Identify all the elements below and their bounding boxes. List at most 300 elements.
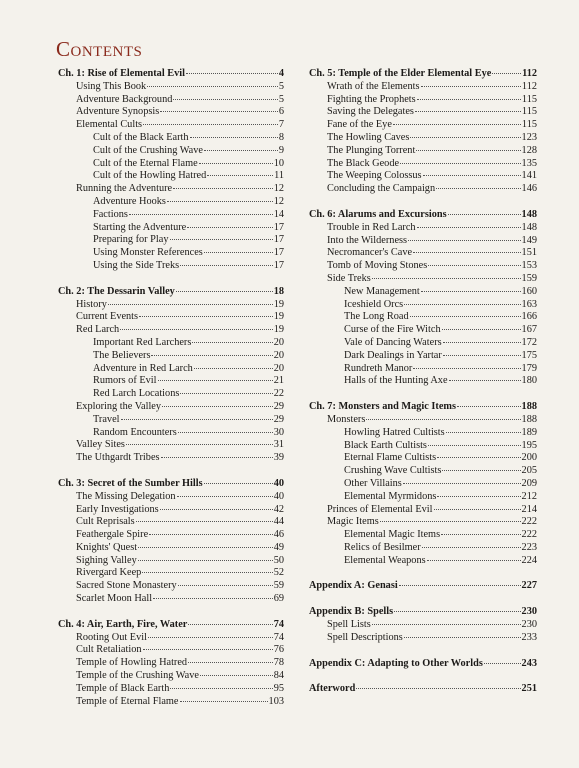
dot-leader [151,355,272,356]
toc-page-number: 230 [521,606,537,618]
toc-entry-label: Princes of Elemental Evil [327,503,433,515]
toc-entry-label: Elemental Cults [76,119,143,131]
toc-entry[interactable] [309,94,537,107]
toc-entry-label: Travel [93,413,120,425]
dot-leader [372,624,521,625]
dot-leader [121,419,273,420]
toc-entry-label: Elemental Magic Items [344,529,441,541]
dot-leader [178,585,273,586]
toc-page-number: 29 [273,413,284,425]
dot-leader [408,240,521,241]
toc-entry[interactable] [58,247,284,260]
dot-leader [178,432,273,433]
dot-leader [200,675,273,676]
toc-page-number: 141 [521,170,537,182]
toc-entry[interactable] [58,196,284,209]
toc-entry[interactable] [58,542,284,555]
toc-entry[interactable] [58,593,284,606]
toc-chapter-entry[interactable] [309,68,537,81]
dot-leader [180,701,268,702]
section-gap [58,273,284,286]
toc-entry[interactable] [58,516,284,529]
toc-entry[interactable] [58,696,284,709]
toc-entry-label: Cult Reprisals [76,516,135,528]
toc-page-number: 40 [273,477,284,489]
dot-leader [161,457,273,458]
toc-page-number: 19 [273,298,284,310]
dot-leader [416,150,520,151]
toc-entry-label: Adventure in Red Larch [93,362,193,374]
toc-entry[interactable] [58,555,284,568]
toc-page-number: 19 [273,324,284,336]
toc-entry-label: Scarlet Moon Hall [76,593,153,605]
toc-entry[interactable] [58,94,284,107]
dot-leader [434,509,521,510]
dot-leader [417,99,521,100]
dot-leader [162,406,273,407]
toc-entry[interactable] [58,299,284,312]
toc-entry-label: Adventure Hooks [93,195,166,207]
toc-entry[interactable] [309,516,537,529]
toc-entry[interactable] [309,478,537,491]
toc-entry[interactable] [58,363,284,376]
dot-leader [415,111,521,112]
toc-entry[interactable] [309,632,537,645]
toc-entry-label: Halls of the Hunting Axe [344,375,448,387]
toc-entry-label: Fane of the Eye [327,119,392,131]
section-gap [58,465,284,478]
toc-entry-label: The Uthgardt Tribes [76,452,160,464]
dot-leader [129,214,273,215]
toc-page-number: 123 [521,131,537,143]
toc-page-number: 20 [273,336,284,348]
toc-chapter-entry[interactable] [309,658,537,671]
toc-entry[interactable] [58,401,284,414]
toc-entry[interactable] [58,427,284,440]
toc-entry[interactable] [309,106,537,119]
toc-page-number: 180 [521,375,537,387]
toc-entry-label: Early Investigations [76,503,159,515]
toc-page-number: 39 [273,452,284,464]
toc-page-number: 29 [273,400,284,412]
dot-leader [449,380,521,381]
toc-entry-label: Rundreth Manor [344,362,413,374]
dot-leader [417,227,521,228]
toc-page-number: 112 [522,68,537,79]
toc-entry[interactable] [309,273,537,286]
toc-entry[interactable] [309,452,537,465]
toc-entry[interactable] [309,427,537,440]
dot-leader [372,278,521,279]
dot-leader [176,291,273,292]
toc-entry-label: Appendix A: Genasi [309,580,398,592]
toc-page-number: 17 [273,234,284,246]
toc-page-number: 195 [521,439,537,451]
toc-entry[interactable] [58,375,284,388]
toc-page-number: 50 [273,554,284,566]
toc-entry[interactable] [309,414,537,427]
toc-entry[interactable] [58,414,284,427]
toc-chapter-entry[interactable] [309,606,537,619]
toc-entry-label: Adventure Background [76,93,173,105]
toc-entry[interactable] [58,170,284,183]
toc-entry-label: Afterword [309,683,356,695]
toc-page-number: 5 [278,93,284,105]
toc-entry-label: Current Events [76,311,139,323]
dot-leader [492,73,521,74]
toc-page-number: 76 [273,644,284,656]
toc-page-number: 153 [521,260,537,272]
dot-leader [403,483,521,484]
dot-leader [413,252,521,253]
toc-entry[interactable] [309,222,537,235]
toc-entry[interactable] [58,81,284,94]
dot-leader [160,509,273,510]
toc-page-number: 223 [521,541,537,553]
dot-leader [170,688,272,689]
toc-chapter-entry[interactable] [58,286,284,299]
dot-leader [437,457,520,458]
toc-entry[interactable] [309,491,537,504]
toc-page-number: 12 [273,183,284,195]
toc-entry-label: The Believers [93,349,151,361]
toc-entry[interactable] [309,619,537,632]
toc-page-number: 52 [273,567,284,579]
section-gap [309,196,537,209]
toc-entry[interactable] [58,439,284,452]
toc-page-number: 95 [273,682,284,694]
toc-page-number: 115 [521,119,537,131]
toc-page-number: 205 [521,465,537,477]
toc-page-number: 78 [273,657,284,669]
toc-page-number: 20 [273,349,284,361]
toc-page-number: 214 [521,503,537,515]
dot-leader [173,99,277,100]
section-gap [309,593,537,606]
toc-entry-label: Appendix B: Spells [309,606,394,618]
toc-entry[interactable] [58,260,284,273]
dot-leader [442,470,520,471]
toc-page-number: 21 [273,375,284,387]
toc-entry-label: Starting the Adventure [93,221,187,233]
toc-page-number: 9 [278,144,284,156]
toc-entry-label: The Black Geode [327,157,400,169]
dot-leader [366,419,520,420]
toc-page-number: 5 [278,80,284,92]
toc-entry-label: Using This Book [76,80,147,92]
toc-entry-label: The Missing Delegation [76,490,176,502]
dot-leader [457,406,521,407]
section-gap [309,388,537,401]
toc-page-number: 251 [521,683,537,695]
toc-entry-label: Ch. 3: Secret of the Sumber Hills [58,477,203,489]
toc-entry[interactable] [58,311,284,324]
toc-page-number: 189 [521,426,537,438]
toc-entry-label: Sighing Valley [76,554,137,566]
toc-page-number: 243 [521,657,537,669]
dot-leader [427,560,521,561]
toc-page-number: 10 [273,157,284,169]
toc-page-number: 212 [521,490,537,502]
toc-page-number: 30 [273,426,284,438]
dot-leader [136,521,273,522]
toc-entry[interactable] [58,657,284,670]
toc-entry[interactable] [309,337,537,350]
dot-leader [177,496,273,497]
toc-entry[interactable] [309,286,537,299]
toc-entry-label: Ch. 5: Temple of the Elder Elemental Eye [309,68,492,79]
toc-entry-label: Iceshield Orcs [344,298,404,310]
toc-entry-label: Howling Hatred Cultists [344,426,445,438]
toc-page-number: 11 [274,170,284,182]
dot-leader [400,163,520,164]
toc-entry-label: History [76,298,107,310]
toc-entry[interactable] [58,158,284,171]
toc-page-number: 17 [273,247,284,259]
dot-leader [356,688,520,689]
toc-entry[interactable] [58,350,284,363]
toc-entry-label: Red Larch Locations [93,388,180,400]
toc-page-number: 74 [273,631,284,643]
toc-entry-label: Tomb of Moving Stones [327,260,428,272]
dot-leader [180,265,273,266]
dot-leader [399,585,521,586]
dot-leader [148,637,273,638]
dot-leader [120,329,273,330]
toc-entry-label: Spell Lists [327,619,371,631]
toc-entry-label: Curse of the Fire Witch [344,324,441,336]
toc-entry[interactable] [309,247,537,260]
dot-leader [153,598,273,599]
toc-entry-label: Knights' Quest [76,541,138,553]
toc-page-number: 188 [521,401,537,413]
toc-left-column [58,68,284,708]
toc-page-number: 103 [268,695,284,707]
dot-leader [192,342,272,343]
toc-page-number: 166 [521,311,537,323]
toc-page-number: 163 [521,298,537,310]
toc-entry-label: Cult of the Black Earth [93,131,189,143]
toc-entry-label: New Management [344,285,420,297]
toc-page-number: 20 [273,362,284,374]
toc-page-number: 12 [273,195,284,207]
toc-page-number: 159 [521,272,537,284]
toc-entry[interactable] [309,235,537,248]
dot-leader [204,150,278,151]
toc-entry[interactable] [58,106,284,119]
toc-page-number: 135 [521,157,537,169]
toc-entry-label: Elemental Myrmidons [344,490,437,502]
toc-entry[interactable] [58,119,284,132]
toc-entry-label: Dark Dealings in Yartar [344,349,442,361]
toc-entry-label: Rooting Out Evil [76,631,147,643]
toc-entry-label: Sacred Stone Monastery [76,580,177,592]
dot-leader [180,393,272,394]
dot-leader [410,137,520,138]
toc-entry[interactable] [58,529,284,542]
toc-entry[interactable] [309,145,537,158]
toc-page-number: 179 [521,362,537,374]
toc-entry[interactable] [58,504,284,517]
dot-leader [442,329,521,330]
toc-entry[interactable] [58,683,284,696]
toc-entry-label: The Long Road [344,311,409,323]
toc-entry-label: Valley Sites [76,439,125,451]
toc-entry-label: Cult of the Eternal Flame [93,157,198,169]
toc-entry-label: Monsters [327,413,366,425]
toc-entry[interactable] [58,452,284,465]
toc-entry[interactable] [309,311,537,324]
dot-leader [410,316,521,317]
toc-entry[interactable] [58,491,284,504]
toc-page-number: 230 [521,619,537,631]
toc-entry[interactable] [58,567,284,580]
toc-page-number: 17 [273,259,284,271]
toc-entry[interactable] [58,132,284,145]
dot-leader [187,227,272,228]
toc-entry-label: Wrath of the Elements [327,80,420,92]
toc-entry-label: Adventure Synopsis [76,106,160,118]
toc-entry-label: Ch. 7: Monsters and Magic Items [309,401,457,413]
toc-entry-label: Temple of the Crushing Wave [76,670,199,682]
dot-leader [436,188,520,189]
toc-page-number: 44 [273,516,284,528]
toc-entry[interactable] [58,388,284,401]
dot-leader [188,662,273,663]
toc-entry[interactable] [309,363,537,376]
dot-leader [380,521,521,522]
toc-entry-label: Factions [93,208,128,220]
toc-entry[interactable] [309,504,537,517]
toc-page-number: 6 [278,106,284,118]
toc-entry-label: Black Earth Cultists [344,439,427,451]
dot-leader [404,637,521,638]
toc-entry-label: Running the Adventure [76,183,173,195]
toc-entry[interactable] [309,350,537,363]
dot-leader [138,547,273,548]
toc-chapter-entry[interactable] [309,209,537,222]
dot-leader [393,124,521,125]
toc-entry-label: Important Red Larchers [93,336,192,348]
toc-entry-label: Relics of Besilmer [344,541,421,553]
dot-leader [204,483,273,484]
toc-entry-label: Temple of Black Earth [76,682,170,694]
dot-leader [147,86,278,87]
toc-page-number: 200 [521,452,537,464]
toc-page-number: 172 [521,336,537,348]
toc-page-number: 233 [521,631,537,643]
toc-page-number: 188 [521,413,537,425]
toc-entry-label: Ch. 4: Air, Earth, Fire, Water [58,618,188,630]
toc-chapter-entry[interactable] [309,580,537,593]
toc-entry-label: Using Monster References [93,247,203,259]
toc-entry-label: Eternal Flame Cultists [344,452,437,464]
toc-entry-label: Trouble in Red Larch [327,221,416,233]
toc-entry[interactable] [58,337,284,350]
toc-entry[interactable] [309,183,537,196]
toc-page-number: 209 [521,477,537,489]
toc-chapter-entry[interactable] [309,401,537,414]
dot-leader [194,368,273,369]
page-title: Contents [56,37,143,61]
toc-entry[interactable] [58,324,284,337]
toc-entry[interactable] [58,234,284,247]
toc-entry[interactable] [309,132,537,145]
dot-leader [138,560,273,561]
toc-entry[interactable] [309,440,537,453]
toc-entry-label: The Weeping Colossus [327,170,422,182]
toc-entry[interactable] [58,644,284,657]
toc-entry-label: Preparing for Play [93,234,169,246]
toc-entry-label: Appendix C: Adapting to Other Worlds [309,657,483,669]
toc-entry-label: The Howling Caves [327,131,410,143]
dot-leader [190,137,278,138]
toc-chapter-entry[interactable] [309,683,537,696]
toc-page-number: 14 [273,208,284,220]
toc-entry[interactable] [309,81,537,94]
toc-page-number: 22 [273,388,284,400]
toc-entry-label: Rivergard Keep [76,567,142,579]
toc-entry[interactable] [58,222,284,235]
toc-entry-label: Other Villains [344,477,402,489]
toc-chapter-entry[interactable] [58,478,284,491]
toc-page-number: 74 [273,618,284,630]
toc-entry[interactable] [309,555,537,568]
toc-entry-label: Concluding the Campaign [327,183,436,195]
toc-entry[interactable] [58,580,284,593]
dot-leader [421,291,521,292]
toc-entry-label: Exploring the Valley [76,400,162,412]
toc-page-number: 17 [273,221,284,233]
dot-leader [199,163,273,164]
dot-leader [446,432,521,433]
toc-entry[interactable] [58,209,284,222]
toc-entry[interactable] [309,158,537,171]
toc-entry[interactable] [309,324,537,337]
toc-entry[interactable] [58,632,284,645]
toc-entry[interactable] [58,145,284,158]
toc-chapter-entry[interactable] [58,68,284,81]
dot-leader [423,175,521,176]
toc-page-number: 222 [521,529,537,541]
toc-chapter-entry[interactable] [58,619,284,632]
dot-leader [108,304,273,305]
toc-entry[interactable] [309,542,537,555]
dot-leader [421,86,521,87]
dot-leader [484,663,521,664]
toc-entry[interactable] [309,529,537,542]
toc-entry[interactable] [309,170,537,183]
toc-entry[interactable] [58,670,284,683]
toc-page-number: 7 [278,119,284,131]
toc-entry-label: Side Treks [327,272,371,284]
dot-leader [173,188,273,189]
toc-page-number: 149 [521,234,537,246]
toc-entry[interactable] [309,375,537,388]
toc-entry[interactable] [309,299,537,312]
toc-entry[interactable] [309,260,537,273]
dot-leader [204,252,273,253]
toc-page-number: 84 [273,670,284,682]
toc-entry[interactable] [309,119,537,132]
toc-page-number: 115 [521,106,537,118]
toc-entry[interactable] [309,465,537,478]
toc-page-number: 227 [521,580,537,592]
toc-entry-label: Rumors of Evil [93,375,157,387]
dot-leader [170,239,273,240]
toc-entry-label: Spell Descriptions [327,631,403,643]
toc-entry[interactable] [58,183,284,196]
